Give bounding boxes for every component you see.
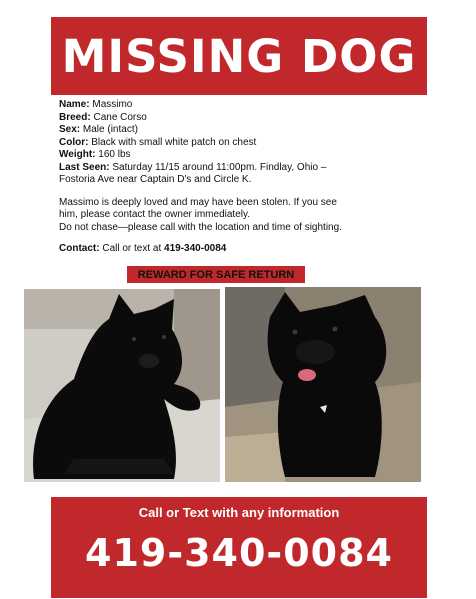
detail-name bbox=[59, 99, 429, 112]
contact-phone: 419-340-0084 bbox=[164, 243, 227, 254]
sex-label: Sex: bbox=[59, 124, 81, 135]
message-line-1: Massimo is deeply loved and may have been stolen. If you see bbox=[59, 196, 337, 208]
dog-photo-lying-image bbox=[24, 289, 220, 482]
footer-call-to-action: Call or Text with any information bbox=[138, 505, 340, 520]
footer-banner bbox=[51, 497, 427, 598]
detail-color bbox=[59, 137, 429, 150]
reward-badge bbox=[127, 266, 305, 283]
detail-weight bbox=[59, 149, 429, 162]
detail-sex bbox=[59, 124, 429, 137]
breed-value: Cane Corso bbox=[93, 111, 147, 123]
detail-last-seen-line2: Fostoria Ave near Captain D's and Circle K. bbox=[59, 174, 252, 185]
weight-label: Weight: bbox=[59, 149, 96, 160]
weight-value: 160 lbs bbox=[98, 149, 131, 160]
sex-value: Male (intact) bbox=[82, 124, 138, 135]
dog-photo-standing-image bbox=[225, 287, 421, 482]
color-label: Color: bbox=[59, 136, 89, 148]
dog-details bbox=[59, 99, 429, 256]
flyer-title: MISSING DOG bbox=[61, 29, 417, 83]
name-label: Name: bbox=[59, 99, 90, 110]
last-seen-value: Saturday 11/15 around 11:00pm. Findlay, Ohio – bbox=[112, 161, 327, 173]
message-line-2: him, please contact the owner immediately. bbox=[59, 209, 251, 220]
message-paragraph bbox=[59, 197, 429, 235]
last-seen-label: Last Seen: bbox=[59, 161, 110, 173]
detail-last-seen bbox=[59, 162, 429, 175]
contact-label: Contact: bbox=[59, 243, 100, 254]
name-value: Massimo bbox=[92, 99, 133, 110]
reward-text: REWARD FOR SAFE RETURN bbox=[137, 268, 295, 281]
breed-label: Breed: bbox=[59, 111, 91, 123]
footer-phone-number[interactable]: 419-340-0084 bbox=[85, 531, 393, 575]
dog-photo-standing bbox=[225, 287, 421, 482]
message-line-3: Do not chase—please call with the location and time of sighting. bbox=[59, 221, 342, 233]
contact-line bbox=[59, 243, 429, 256]
color-value: Black with small white patch on chest bbox=[91, 136, 257, 148]
detail-breed bbox=[59, 112, 429, 125]
dog-photo-lying bbox=[24, 289, 220, 482]
title-banner bbox=[51, 17, 427, 95]
contact-text: Call or text at bbox=[102, 243, 162, 254]
